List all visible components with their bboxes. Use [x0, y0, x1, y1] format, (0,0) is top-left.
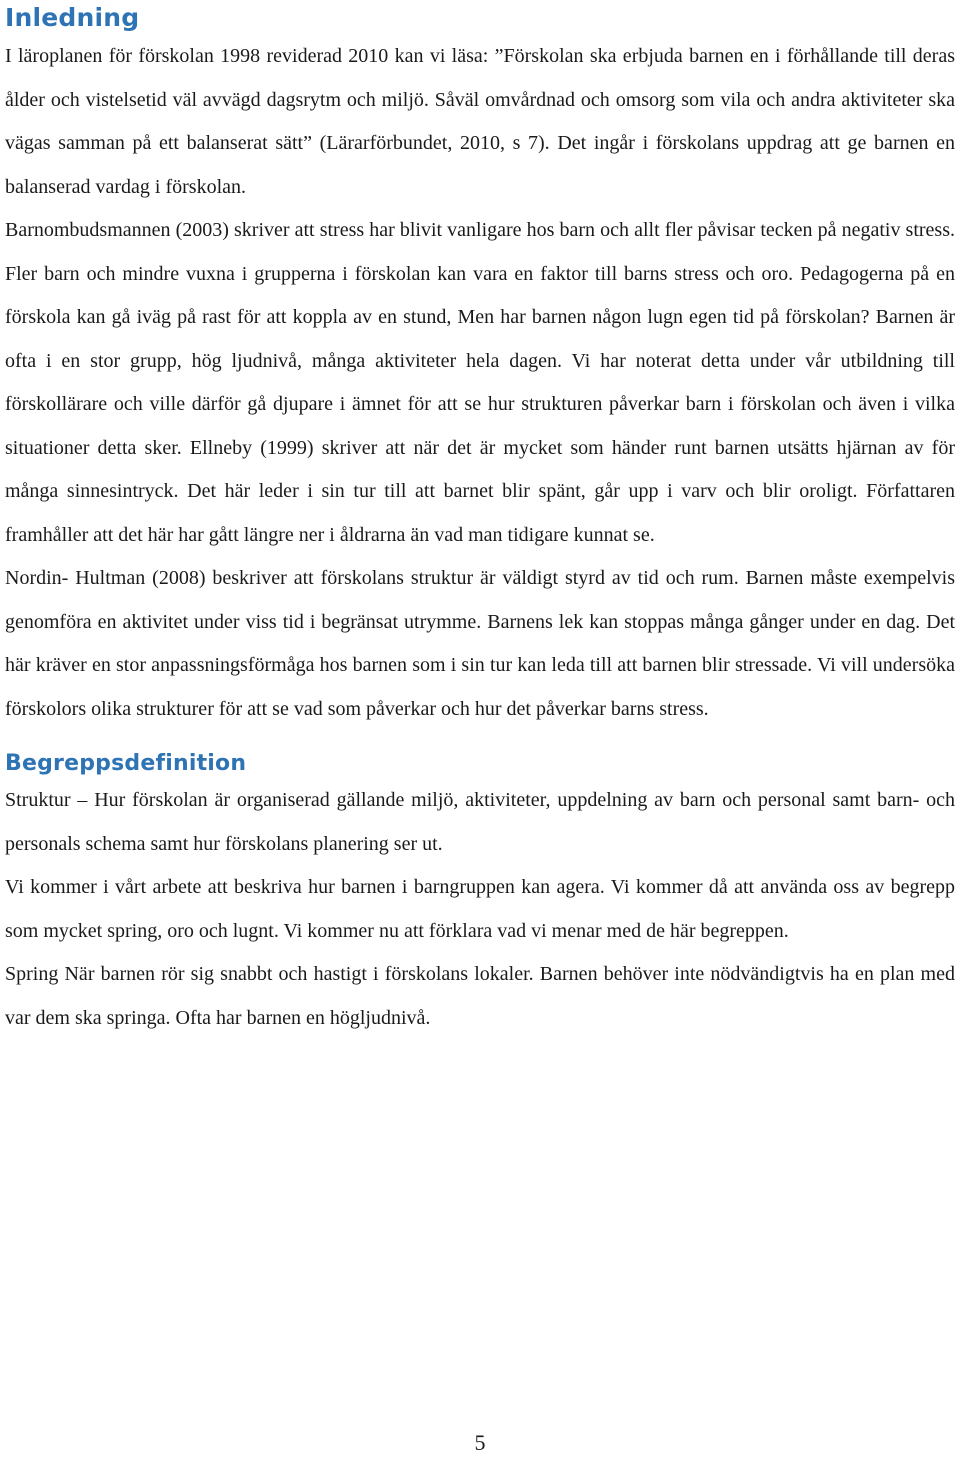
page-number: 5 — [474, 1430, 486, 1455]
paragraph-intro-2: Barnombudsmannen (2003) skriver att stress har blivit vanligare hos barn och allt fler påvisar tecken på negativ stress. Fler barn och mindre vuxna i grupperna i förskolan kan vara en faktor till barns stress och oro. Pedagogerna på en förskola kan gå iväg på rast för att koppla av en stund, Men har barnen någon lugn egen tid på förskolan? Barnen är ofta i en stor grupp, hög ljudnivå, många aktiviteter hela dagen. Vi har noterat detta under vår utbildning till förskollärare och ville därför gå djupare i ämnet för att se hur strukturen påverkar barn i förskolan och även i vilka situationer detta sker. Ellneby (1999) skriver att när det är mycket som händer runt barnen utsätts hjärnan av för många sinnesintryck. Det här leder i sin tur till att barnet blir spänt, går upp i varv och blir oroligt. Författaren framhåller att det här har gått längre ner i åldrarna än vad man tidigare kunnat se. — [5, 219, 955, 546]
section-heading-begreppsdefinition: Begreppsdefinition — [5, 751, 247, 776]
paragraph-definition-intro: Vi kommer i vårt arbete att beskriva hur barnen i barngruppen kan agera. Vi kommer då att använda oss av begrepp som mycket spring, oro och lugnt. Vi kommer nu att förklara vad vi menar med de här begreppen. — [5, 876, 955, 942]
paragraph-intro-1: I läroplanen för förskolan 1998 reviderad 2010 kan vi läsa: ”Förskolan ska erbjuda barnen en i förhållande till deras ålder och vistelsetid väl avvägd dagsrytm och miljö. Såväl omvårdnad och omsorg som vila och andra aktiviteter ska vägas samman på ett balanserat sätt” (Lärarförbundet, 2010, s 7). Det ingår i förskolans uppdrag att ge barnen en balanserad vardag i förskolan. — [5, 45, 955, 198]
paragraph-definition-struktur: Struktur – Hur förskolan är organiserad gällande miljö, aktiviteter, uppdelning av barn och personal samt barn- och personals schema samt hur förskolans planering ser ut. — [5, 789, 955, 855]
document-page — [5, 0, 955, 1040]
paragraph-definition-spring: Spring När barnen rör sig snabbt och hastigt i förskolans lokaler. Barnen behöver inte nödvändigtvis ha en plan med var dem ska springa. Ofta har barnen en högljudnivå. — [5, 963, 955, 1029]
paragraph-intro-3: Nordin- Hultman (2008) beskriver att förskolans struktur är väldigt styrd av tid och rum. Barnen måste exempelvis genomföra en aktivitet under viss tid i begränsat utrymme. Barnens lek kan stoppas många gånger under en dag. Det här kräver en stor anpassningsförmåga hos barnen som i sin tur kan leda till att barnen blir stressade. Vi vill undersöka förskolors olika strukturer för att se vad som påverkar och hur det påverkar barns stress. — [5, 567, 955, 720]
section-heading-inledning: Inledning — [5, 3, 140, 32]
